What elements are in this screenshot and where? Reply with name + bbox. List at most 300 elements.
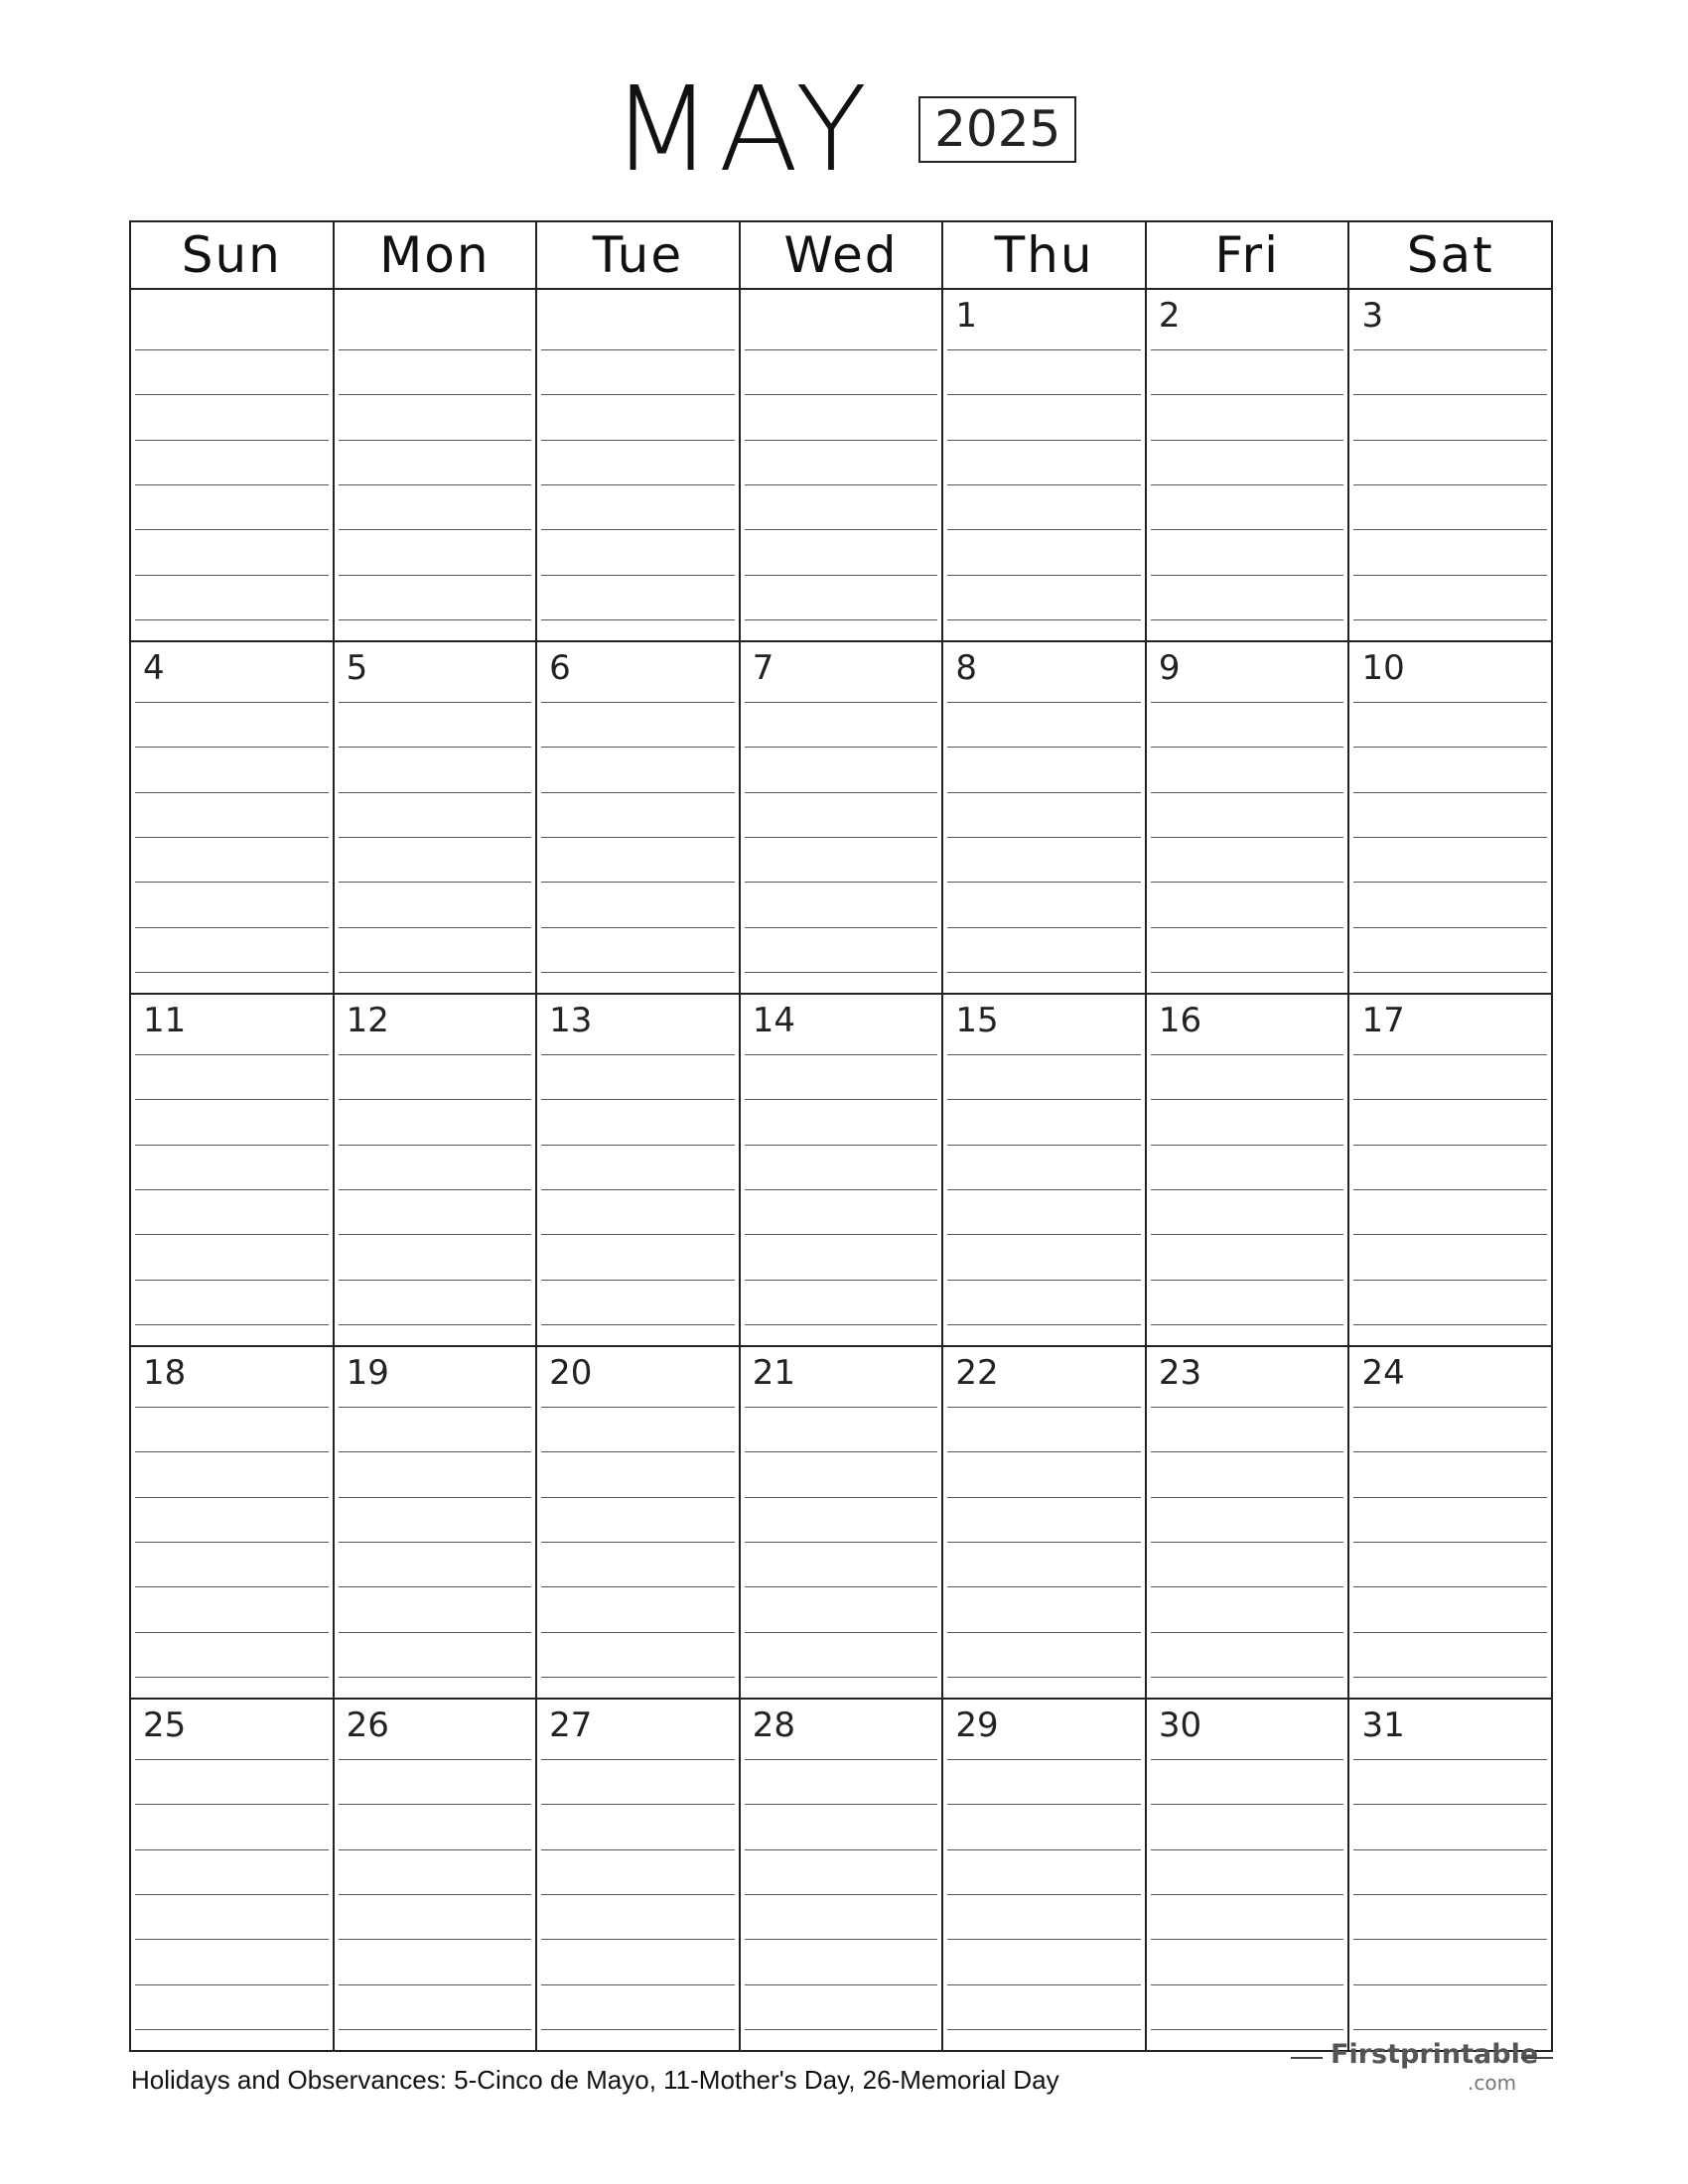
writing-line [1353,440,1547,441]
writing-line [947,1849,1141,1850]
writing-line [745,1939,938,1940]
writing-line [541,2029,735,2030]
writing-lines [339,1407,532,1678]
writing-line [541,1759,735,1760]
day-cell-1 [941,290,1145,640]
writing-line [745,702,938,703]
day-number: 6 [549,648,571,688]
writing-line [947,1804,1141,1805]
writing-line [745,529,938,530]
day-cell-16 [1145,995,1348,1345]
holidays-note: Holidays and Observances: 5-Cinco de Mayo, 11-Mother's Day, 26-Memorial Day [131,2065,1059,2095]
day-number: 25 [143,1706,187,1745]
writing-line [135,1497,329,1498]
writing-line [745,1234,938,1235]
writing-line [339,2029,532,2030]
writing-line [541,1280,735,1281]
writing-lines [1151,1054,1344,1325]
writing-line [339,702,532,703]
writing-line [947,529,1141,530]
writing-line [1353,2029,1547,2030]
writing-line [1151,2029,1344,2030]
writing-lines [1353,1759,1547,2030]
day-number: 16 [1158,1001,1202,1040]
writing-line [339,529,532,530]
writing-line [745,882,938,883]
writing-line [1353,792,1547,793]
day-cell-31 [1347,1700,1551,2050]
writing-line [339,1234,532,1235]
writing-line [1151,1849,1344,1850]
writing-line [1151,1189,1344,1190]
writing-line [339,1145,532,1146]
writing-line [339,1804,532,1805]
writing-line [135,972,329,973]
writing-line [1151,440,1344,441]
day-number: 14 [752,1001,795,1040]
writing-line [1151,1939,1344,1940]
writing-line [541,1497,735,1498]
writing-lines [135,349,329,620]
writing-line [135,1632,329,1633]
writing-lines [1151,349,1344,620]
writing-line [135,702,329,703]
writing-lines [541,702,735,973]
writing-line [947,1586,1141,1587]
writing-lines [745,1054,938,1325]
writing-line [745,837,938,838]
writing-line [541,1324,735,1325]
writing-line [1353,394,1547,395]
writing-line [135,1280,329,1281]
writing-line [135,1407,329,1408]
writing-line [541,1804,735,1805]
writing-line [745,792,938,793]
day-cell-26 [333,1700,536,2050]
writing-line [745,927,938,928]
writing-line [745,575,938,576]
day-number: 30 [1158,1706,1202,1745]
day-cell-12 [333,995,536,1345]
day-number: 11 [143,1001,187,1040]
writing-line [541,1586,735,1587]
writing-line [1151,349,1344,350]
writing-line [745,484,938,485]
writing-line [339,747,532,748]
day-cell-empty [131,290,333,640]
writing-lines [339,349,532,620]
writing-line [1353,1189,1547,1190]
writing-line [339,882,532,883]
writing-line [541,1939,735,1940]
day-number: 29 [955,1706,999,1745]
writing-line [339,1451,532,1452]
writing-line [947,1280,1141,1281]
writing-line [541,702,735,703]
writing-line [745,1189,938,1190]
writing-line [1151,1407,1344,1408]
writing-lines [541,1407,735,1678]
writing-line [339,1849,532,1850]
day-cell-4 [131,642,333,993]
day-cell-empty [333,290,536,640]
writing-line [1151,394,1344,395]
day-cell-17 [1347,995,1551,1345]
day-cell-6 [535,642,739,993]
writing-line [541,349,735,350]
writing-line [541,1054,735,1055]
writing-lines [745,349,938,620]
writing-lines [339,1054,532,1325]
writing-line [947,747,1141,748]
writing-line [1353,1054,1547,1055]
writing-line [745,1280,938,1281]
writing-line [339,484,532,485]
writing-lines [541,349,735,620]
writing-line [745,1804,938,1805]
day-cell-22 [941,1347,1145,1698]
weekday-mon: Mon [333,222,536,288]
day-cell-30 [1145,1700,1348,2050]
day-cell-10 [1347,642,1551,993]
day-number: 19 [346,1353,389,1393]
writing-line [745,1054,938,1055]
writing-line [947,349,1141,350]
writing-line [1353,1542,1547,1543]
day-cell-28 [739,1700,942,2050]
writing-lines [947,1759,1141,2030]
day-number: 3 [1361,296,1384,336]
day-cell-23 [1145,1347,1348,1698]
writing-line [135,1894,329,1895]
writing-line [1353,619,1547,620]
writing-line [135,747,329,748]
calendar-title [0,61,1688,198]
writing-line [1353,1497,1547,1498]
writing-line [1353,702,1547,703]
writing-line [947,1497,1141,1498]
year-box: 2025 [918,96,1076,163]
writing-line [947,1984,1141,1985]
writing-line [339,394,532,395]
writing-line [135,1054,329,1055]
writing-line [1353,349,1547,350]
writing-line [135,1451,329,1452]
writing-line [541,1894,735,1895]
writing-line [135,484,329,485]
day-number: 13 [549,1001,593,1040]
writing-line [339,1407,532,1408]
day-cell-27 [535,1700,739,2050]
writing-line [1353,1099,1547,1100]
writing-line [1151,619,1344,620]
brand-logo [1291,2035,1559,2095]
day-cell-2 [1145,290,1348,640]
writing-line [1151,1632,1344,1633]
week-row [131,995,1551,1347]
writing-line [1353,1586,1547,1587]
writing-line [541,837,735,838]
writing-line [1353,1894,1547,1895]
writing-line [135,792,329,793]
day-number: 23 [1158,1353,1202,1393]
weekday-fri: Fri [1145,222,1348,288]
day-cell-empty [535,290,739,640]
day-number: 5 [346,648,368,688]
writing-line [1353,837,1547,838]
writing-line [1151,529,1344,530]
writing-line [947,1407,1141,1408]
writing-line [339,1497,532,1498]
writing-lines [135,702,329,973]
day-cell-15 [941,995,1145,1345]
writing-line [1151,1099,1344,1100]
day-cell-5 [333,642,536,993]
writing-line [1151,1280,1344,1281]
writing-line [339,837,532,838]
day-cell-20 [535,1347,739,1698]
writing-lines [541,1759,735,2030]
writing-line [1353,529,1547,530]
writing-line [947,702,1141,703]
week-row [131,290,1551,642]
writing-line [135,1586,329,1587]
weekday-tue: Tue [535,222,739,288]
writing-line [135,1984,329,1985]
writing-line [745,619,938,620]
writing-lines [745,1759,938,2030]
writing-line [745,972,938,973]
writing-line [1151,1054,1344,1055]
writing-line [135,2029,329,2030]
writing-line [947,1189,1141,1190]
writing-line [339,1586,532,1587]
writing-line [947,1632,1141,1633]
writing-lines [339,702,532,973]
writing-line [947,1145,1141,1146]
writing-line [947,484,1141,485]
writing-line [135,440,329,441]
writing-line [1151,1451,1344,1452]
writing-line [947,1099,1141,1100]
day-number: 21 [752,1353,795,1393]
writing-line [1353,1984,1547,1985]
writing-line [1353,747,1547,748]
writing-line [947,837,1141,838]
writing-line [135,394,329,395]
writing-line [339,1939,532,1940]
writing-line [135,1804,329,1805]
day-number: 10 [1361,648,1405,688]
writing-line [541,1632,735,1633]
writing-line [135,1324,329,1325]
writing-line [947,1894,1141,1895]
writing-line [1151,1542,1344,1543]
day-cell-19 [333,1347,536,1698]
week-row [131,642,1551,995]
logo-name: Firstprintable [1331,2039,1539,2070]
weekday-header-row [131,222,1551,290]
writing-line [135,529,329,530]
day-number: 26 [346,1706,389,1745]
writing-line [339,1324,532,1325]
logo-rule-right [1521,2057,1553,2059]
writing-line [339,1677,532,1678]
writing-line [745,1632,938,1633]
writing-lines [745,702,938,973]
writing-line [135,1939,329,1940]
writing-line [1151,1894,1344,1895]
writing-line [1353,484,1547,485]
writing-line [339,1054,532,1055]
writing-line [947,1451,1141,1452]
writing-lines [947,702,1141,973]
day-cell-9 [1145,642,1348,993]
writing-lines [1353,702,1547,973]
writing-line [947,394,1141,395]
writing-lines [947,1054,1141,1325]
writing-line [1353,1145,1547,1146]
writing-line [1353,1451,1547,1452]
writing-lines [135,1407,329,1678]
writing-line [947,1324,1141,1325]
writing-line [135,1677,329,1678]
day-number: 12 [346,1001,389,1040]
writing-line [541,747,735,748]
writing-lines [1353,1407,1547,1678]
logo-suffix: .com [1468,2071,1517,2095]
writing-line [1353,1407,1547,1408]
writing-line [1151,484,1344,485]
writing-line [1353,927,1547,928]
writing-line [541,394,735,395]
writing-line [339,1894,532,1895]
writing-lines [947,1407,1141,1678]
day-number: 8 [955,648,977,688]
day-number: 20 [549,1353,593,1393]
writing-line [135,1145,329,1146]
writing-line [541,1542,735,1543]
logo-rule-left [1291,2057,1323,2059]
writing-line [745,1894,938,1895]
writing-line [947,575,1141,576]
writing-line [745,1586,938,1587]
writing-line [947,2029,1141,2030]
writing-line [745,349,938,350]
writing-lines [541,1054,735,1325]
day-cell-21 [739,1347,942,1698]
writing-line [541,1451,735,1452]
day-cell-13 [535,995,739,1345]
writing-line [1151,1145,1344,1146]
writing-line [135,1542,329,1543]
writing-line [135,1234,329,1235]
writing-line [135,1189,329,1190]
writing-line [745,440,938,441]
writing-line [1353,1804,1547,1805]
writing-line [339,1632,532,1633]
writing-line [947,619,1141,620]
writing-line [745,747,938,748]
writing-line [745,1324,938,1325]
writing-line [339,792,532,793]
writing-lines [1151,1407,1344,1678]
writing-line [339,1099,532,1100]
weekday-wed: Wed [739,222,942,288]
writing-line [1353,1759,1547,1760]
writing-line [745,1407,938,1408]
writing-line [745,394,938,395]
writing-line [541,440,735,441]
day-cell-3 [1347,290,1551,640]
week-row [131,1347,1551,1700]
writing-lines [135,1759,329,2030]
day-number: 2 [1158,296,1181,336]
day-number: 28 [752,1706,795,1745]
writing-line [1151,972,1344,973]
writing-line [339,1280,532,1281]
writing-line [339,927,532,928]
writing-line [541,484,735,485]
writing-line [541,619,735,620]
writing-line [947,882,1141,883]
weekday-sun: Sun [181,226,282,284]
day-number: 22 [955,1353,999,1393]
writing-line [135,619,329,620]
day-cell-14 [739,995,942,1345]
writing-line [339,1984,532,1985]
day-number: 4 [143,648,165,688]
writing-line [1151,1984,1344,1985]
writing-line [1353,1234,1547,1235]
writing-lines [947,349,1141,620]
writing-line [1353,1324,1547,1325]
writing-lines [1353,1054,1547,1325]
writing-line [745,1677,938,1678]
writing-line [947,1234,1141,1235]
day-cell-25 [131,1700,333,2050]
writing-line [135,349,329,350]
writing-line [541,972,735,973]
weekday-sat: Sat [1347,222,1551,288]
writing-line [339,1189,532,1190]
writing-line [1151,792,1344,793]
writing-line [745,1451,938,1452]
writing-line [541,1849,735,1850]
month-title: MAY [611,61,874,198]
writing-line [745,1099,938,1100]
writing-line [1151,882,1344,883]
calendar-grid [129,220,1553,2052]
writing-line [1353,1677,1547,1678]
writing-line [947,1939,1141,1940]
day-number: 31 [1361,1706,1405,1745]
day-cell-24 [1347,1347,1551,1698]
writing-line [745,1759,938,1760]
writing-line [541,882,735,883]
writing-line [1151,1804,1344,1805]
writing-line [339,575,532,576]
writing-line [947,1759,1141,1760]
day-cell-18 [131,1347,333,1698]
writing-line [1353,575,1547,576]
writing-line [339,1759,532,1760]
writing-line [745,1145,938,1146]
day-number: 1 [955,296,977,336]
writing-line [1151,1324,1344,1325]
writing-line [135,837,329,838]
day-number: 17 [1361,1001,1405,1040]
